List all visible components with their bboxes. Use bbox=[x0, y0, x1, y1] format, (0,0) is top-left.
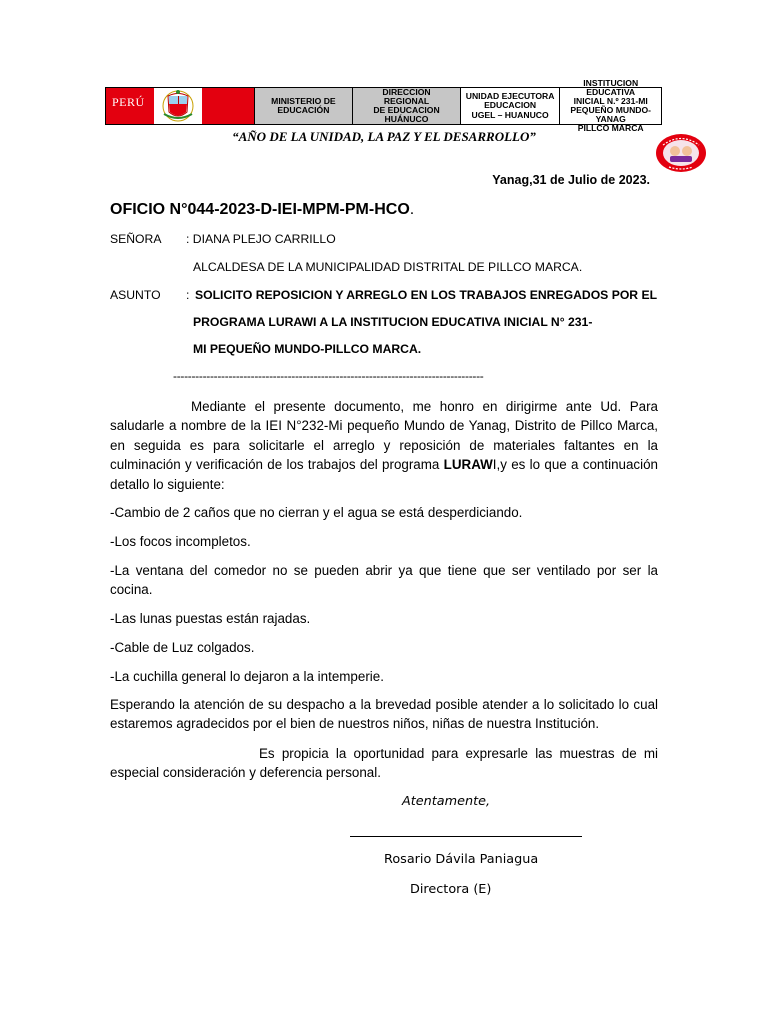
direccion-line: REGIONAL bbox=[383, 95, 430, 106]
peru-flag-block bbox=[106, 88, 154, 124]
list-item: -Cambio de 2 caños que no cierran y el agua se está desperdiciando. bbox=[110, 505, 523, 520]
institucion-line: INICIAL N.º 231-MI bbox=[573, 95, 648, 106]
coat-of-arms-icon bbox=[154, 88, 202, 124]
unidad-line: UNIDAD EJECUTORA bbox=[465, 91, 555, 102]
signer-name: Rosario Dávila Paniagua bbox=[384, 852, 539, 867]
direccion-line: DIRECCION bbox=[382, 86, 431, 97]
ministerio-line: EDUCACIÓN bbox=[277, 105, 330, 115]
subject-colon: : bbox=[186, 288, 190, 302]
unidad-line: EDUCACION bbox=[484, 100, 537, 111]
recipient-label: SEÑORA bbox=[110, 232, 162, 246]
subject-line: PROGRAMA LURAWI A LA INSTITUCION EDUCATIVA INICIAL N° 231- bbox=[193, 315, 593, 329]
peru-label: PERÚ bbox=[112, 95, 145, 109]
recipient-role: ALCALDESA DE LA MUNICIPALIDAD DISTRITAL DE PILLCO MARCA. bbox=[193, 260, 583, 274]
intro-text: Mediante el presente documento, me honro en dirigirme ante Ud. Para saludarle a nombre de la IEI N°232-Mi pequeño Mundo de Yanag, Distrito de Pillco Marca, en seguida es para solicitarle el arreglo y reposición de materiales faltantes en la culminación y verificación de los trabajos del programa bbox=[110, 399, 658, 473]
unidad-cell bbox=[460, 88, 560, 124]
closing-paragraph: Esperando la atención de su despacho a la brevedad posible atender a lo solicitado lo cual estaremos agradecidos por el bien de nuestros niños, niñas de nuestra Institución. bbox=[110, 697, 658, 732]
oficio-period: . bbox=[409, 201, 415, 218]
header-band bbox=[105, 77, 662, 134]
direccion-line: HUÁNUCO bbox=[384, 114, 429, 125]
greeting: Atentamente, bbox=[402, 794, 491, 809]
institucion-line: INSTITUCION EDUCATIVA bbox=[583, 77, 639, 97]
program-name: LURAW bbox=[443, 457, 493, 473]
list-item: -Los focos incompletos. bbox=[110, 534, 251, 549]
direccion-cell bbox=[352, 88, 460, 124]
list-item: -La ventana del comedor no se pueden abrir ya que tiene que ser ventilado por ser la cocina. bbox=[110, 563, 658, 598]
school-seal-icon bbox=[655, 133, 707, 178]
institucion-line: PILLCO MARCA bbox=[577, 123, 644, 134]
flag-red-stripe bbox=[202, 88, 254, 124]
unidad-line: UGEL – HUANUCO bbox=[471, 109, 549, 120]
separator-line: ------------------------------------------------------------------------------------ bbox=[173, 369, 484, 383]
direccion-line: DE EDUCACION bbox=[373, 105, 440, 115]
subject-line: MI PEQUEÑO MUNDO-PILLCO MARCA. bbox=[193, 342, 422, 356]
intro-text-end: I,y es lo que a continuación detallo lo siguiente: bbox=[110, 457, 658, 492]
list-item: -Las lunas puestas están rajadas. bbox=[110, 611, 311, 626]
intro-paragraph bbox=[110, 397, 658, 494]
oficio-code: OFICIO N°044-2023-D-IEI-MPM-PM-HCO bbox=[110, 201, 410, 218]
farewell-paragraph: Es propicia la oportunidad para expresarle las muestras de mi especial consideración y deferencia personal. bbox=[110, 746, 658, 781]
subject-line: SOLICITO REPOSICION Y ARREGLO EN LOS TRABAJOS ENREGADOS POR EL bbox=[195, 288, 658, 302]
oficio-number bbox=[110, 201, 414, 219]
institucion-line: PEQUEÑO MUNDO-YANAG bbox=[570, 105, 652, 125]
signature-line bbox=[350, 836, 582, 837]
recipient-name: : DIANA PLEJO CARRILLO bbox=[186, 232, 336, 246]
ministerio-cell bbox=[254, 88, 353, 124]
list-item: -Cable de Luz colgados. bbox=[110, 640, 255, 655]
subject-label: ASUNTO bbox=[110, 288, 161, 302]
year-motto: “AÑO DE LA UNIDAD, LA PAZ Y EL DESARROLLO” bbox=[232, 129, 536, 144]
place-date: Yanag,31 de Julio de 2023. bbox=[492, 173, 650, 187]
signer-title: Directora (E) bbox=[410, 882, 492, 897]
institucion-cell bbox=[559, 77, 661, 134]
ministerio-line: MINISTERIO DE bbox=[271, 95, 336, 106]
list-item: -La cuchilla general lo dejaron a la intemperie. bbox=[110, 669, 384, 684]
